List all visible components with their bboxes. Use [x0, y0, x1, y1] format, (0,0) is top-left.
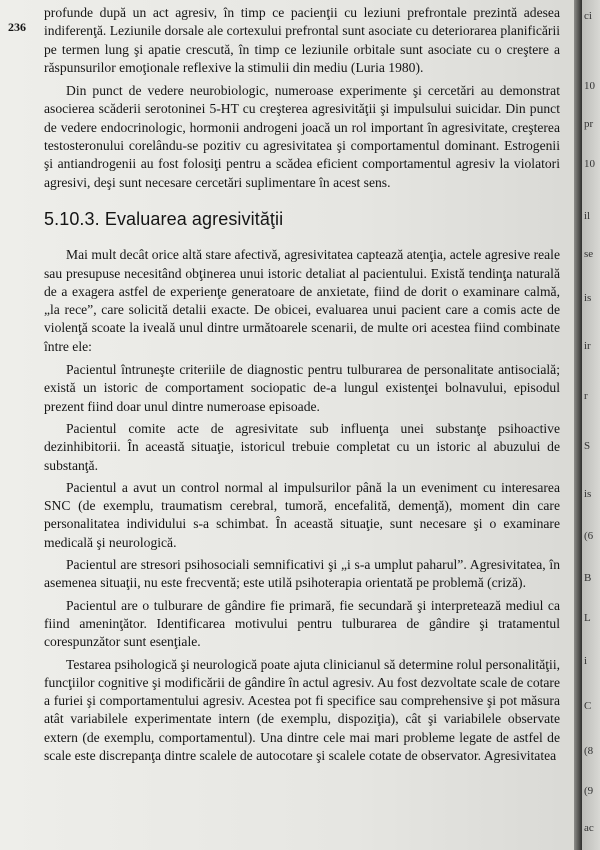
- paragraph-neurobiology: Din punct de vedere neurobiologic, numeroase experimente şi cercetări au demonstrat asocierea scăderii serotoninei 5-HT cu creşterea agresivităţii şi impulsului suicidar. Din punct de vedere endocrinologic, hormonii androgeni joacă un rol important în agresivitate, creşterea testosteronului corelându-se pozitiv cu agresivitatea şi comportamentul dominant. Estrogenii şi antiandrogenii au fost folosiţi pentru a scădea eficient comportamentul agresiv la violatori agresivi, deşi sunt necesare cercetări suplimentare în acest sens.: [44, 83, 560, 190]
- scenario-item: Pacientul a avut un control normal al impulsurilor până la un eveniment cu interesarea SNC (de exemplu, traumatism cerebral, tumoră, encefalită, demenţă), moment din care personalitatea individului s-a schimbat. În această situaţie, sunt necesare şi o examinare medicală şi neurologică.: [44, 479, 560, 550]
- section-heading: 5.10.3. Evaluarea agresivităţii: [44, 208, 284, 229]
- adjacent-fragment: il: [584, 210, 591, 222]
- book-gutter: [574, 0, 582, 850]
- adjacent-page-edge: [582, 0, 600, 850]
- adjacent-fragment: ir: [584, 340, 591, 352]
- adjacent-fragment: pr: [584, 118, 594, 130]
- adjacent-fragment: is: [584, 292, 592, 304]
- adjacent-fragment: ci: [584, 10, 592, 22]
- scenario-item: Pacientul are stresori psihosociali semnificativi şi „i s-a umplut paharul”. Agresivitatea, în asemenea situaţii, nu este frecventă; este utilă psihoterapia orientată pe problemă (criză).: [44, 557, 560, 591]
- adjacent-fragment: i: [584, 655, 588, 667]
- adjacent-fragment: ac: [584, 822, 594, 834]
- scenario-item: Pacientul întruneşte criteriile de diagnostic pentru tulburarea de personalitate antisocială; există un istoric de comportament sociopatic de-a lungul existenţei bolnavului, episodul prezent fiind doar unul dintre numeroase episoade.: [44, 362, 560, 414]
- adjacent-fragment: C: [584, 700, 592, 712]
- page-number: 236: [8, 20, 26, 34]
- adjacent-fragment: S: [584, 440, 591, 452]
- adjacent-fragment: (8: [584, 745, 594, 757]
- adjacent-fragment: is: [584, 488, 592, 500]
- page-content: [44, 4, 560, 770]
- scenario-item: Pacientul are o tulburare de gândire fie primară, fie secundară şi interpretează mediul ca fiind ameninţător. Identificarea motivului pentru tulburarea de gândire şi tratamentul corespunzător sunt esenţiale.: [44, 597, 560, 650]
- paragraph-testing: Testarea psihologică şi neurologică poate ajuta clinicianul să determine rolul personalităţii, funcţiilor cognitive şi modificării de gândire în actul agresiv. Au fost dezvoltate scale de cotare a furiei şi comportamentului agresiv. Acestea pot fi specifice sau comprehensive şi pot măsura atât variabilele experimentate intern (de exemplu, dispoziţia), cât şi variabilele observate extern (de exemplu, comportamentul). Una dintre cele mai mari probleme legate de astfel de scale este discrepanţa dintre scalele de autocotare şi scalele cotate de observator. Agresivitatea: [44, 656, 560, 763]
- scenario-item: Pacientul comite acte de agresivitate sub influenţa unei substanţe psihoactive dezinhibitorii. În această situaţie, istoricul trebuie completat cu un istoric al abuzului de substanţă.: [44, 420, 560, 473]
- adjacent-fragment: B: [584, 572, 592, 584]
- adjacent-fragment: 10: [584, 158, 595, 170]
- adjacent-fragment: se: [584, 248, 594, 260]
- adjacent-fragment: (6: [584, 530, 594, 542]
- paragraph-intro: Mai mult decât orice altă stare afectivă, agresivitatea captează atenţia, actele agresive reale sau presupuse necesitând obţinerea unui istoric detaliat al pacientului. Există tendinţa naturală de a exagera astfel de experienţe generatoare de anxietate, fiind de dorit o examinare calmă, „la rece”, care solicită detalii exacte. De obicei, evaluarea unui pacient care a comis acte de violenţă scoate la iveală unul dintre următoarele scenarii, de multe ori acestea fiind combinate între ele:: [44, 247, 560, 354]
- adjacent-fragment: L: [584, 612, 591, 624]
- adjacent-fragment: (9: [584, 785, 594, 797]
- adjacent-fragment: 10: [584, 80, 595, 92]
- adjacent-fragment: r: [584, 390, 588, 402]
- paragraph-continuation: profunde după un act agresiv, în timp ce pacienţii cu leziuni prefrontale prezintă adesea indiferenţă. Leziunile dorsale ale cortexului prefrontal sunt asociate cu deteriorarea planificării pe termen lung şi apatie crescută, în timp ce leziunile orbitale sunt asociate cu o creştere a răspunsurilor emoţionale reflexive la stimulii din mediu (Luria 1980).: [44, 5, 560, 75]
